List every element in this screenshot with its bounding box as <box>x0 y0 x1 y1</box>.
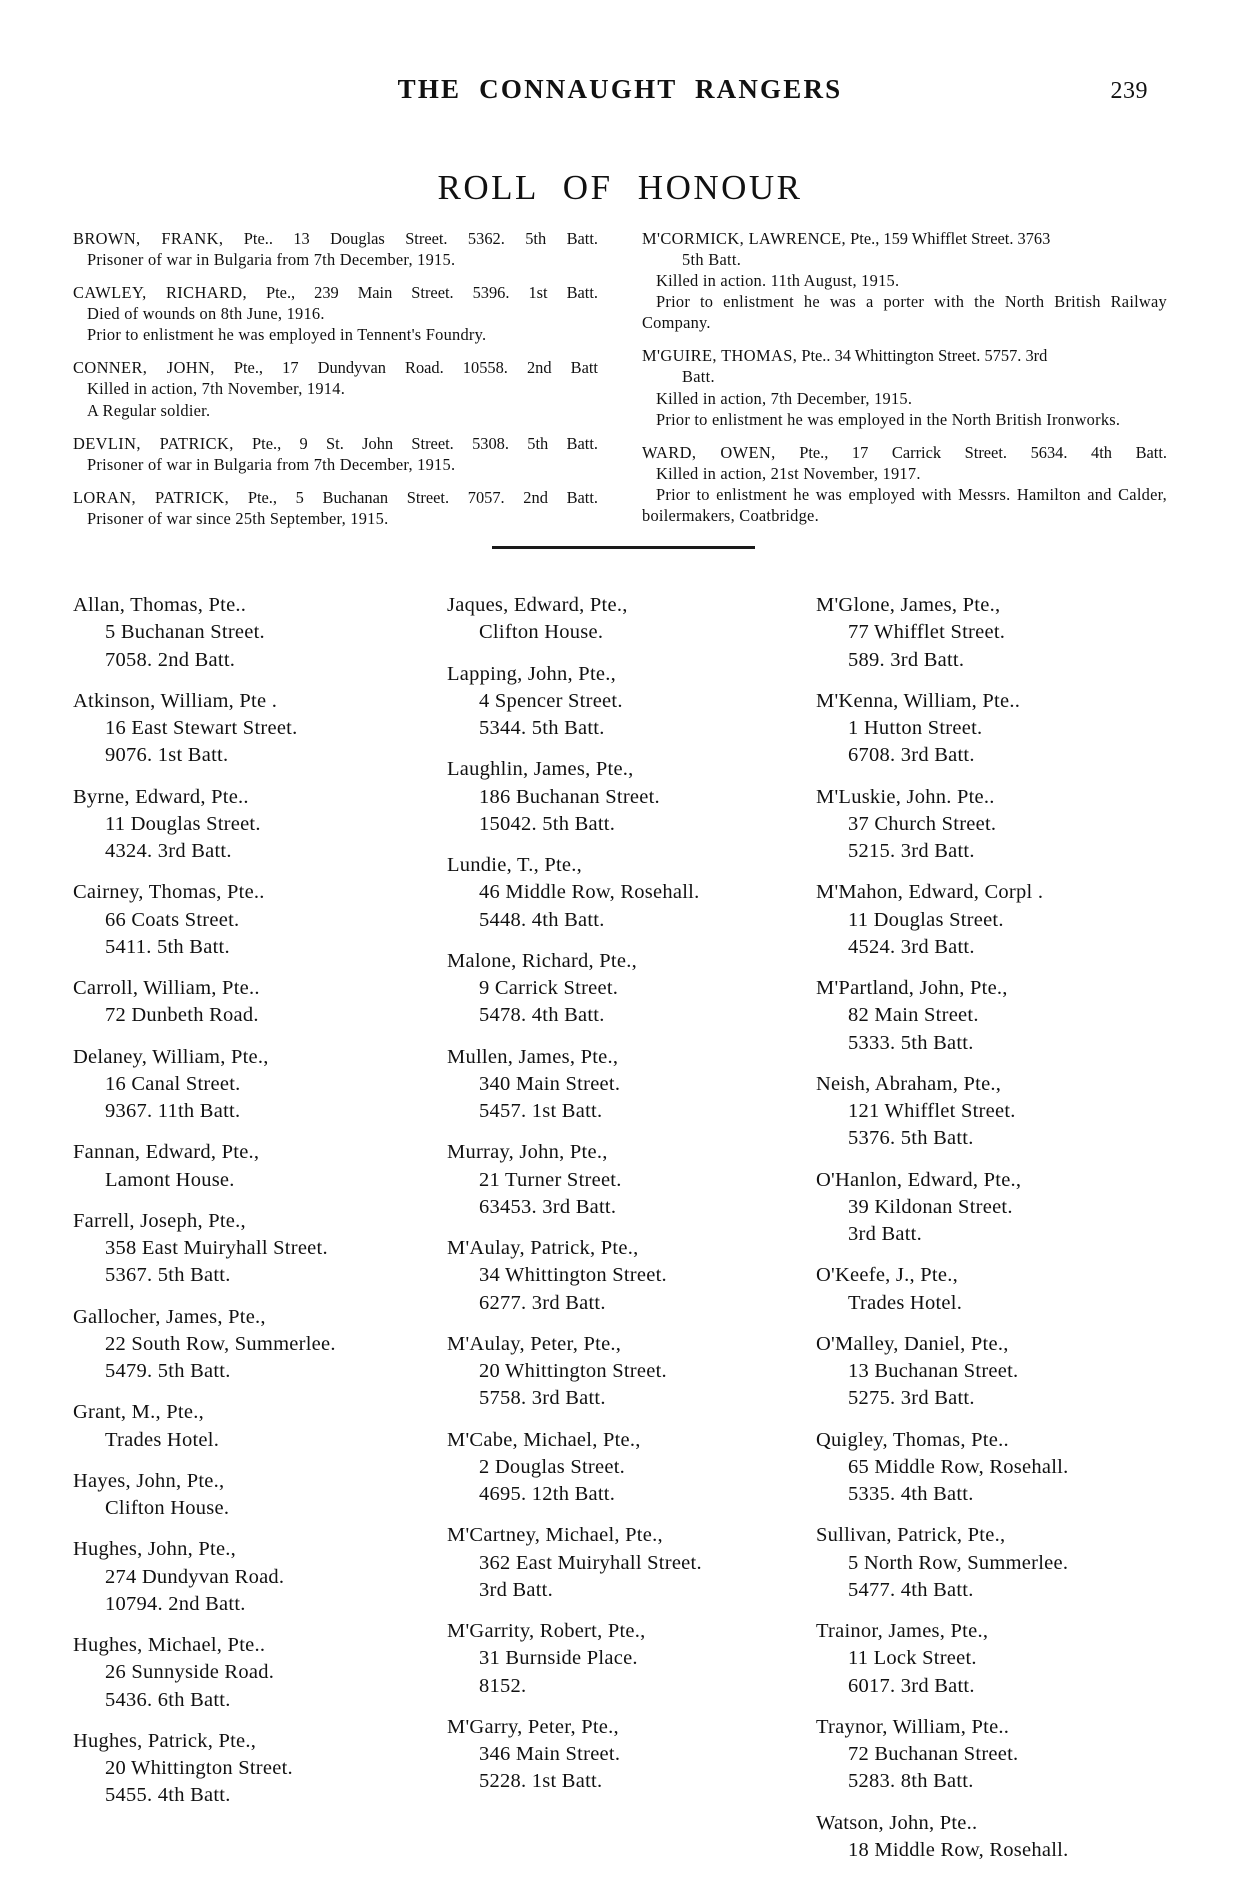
roll-entry-name: Jaques, Edward, Pte., <box>447 594 628 616</box>
roll-entry <box>447 661 807 743</box>
honour-entry-note: A Regular soldier. <box>87 400 211 420</box>
roll-entry-name: Atkinson, William, Pte . <box>73 689 278 712</box>
roll-entry-address: Clifton House. <box>479 621 604 644</box>
roll-entry-name: Hughes, John, Pte., <box>73 1538 237 1561</box>
honour-entry-heading <box>73 357 598 378</box>
roll-entry-address: 77 Whifflet Street. <box>848 621 1006 644</box>
roll-entry <box>816 592 1176 674</box>
roll-entry-name: Hayes, John, Pte., <box>73 1469 225 1492</box>
roll-entry-name: Watson, John, Pte.. <box>816 1811 978 1834</box>
roll-entry-name: Malone, Richard, Pte., <box>447 949 637 972</box>
honour-entry-note: Prior to enlistment he was a porter with the North British Railway Company. <box>642 292 1167 333</box>
roll-entry-name: Allan, Thomas, Pte.. <box>73 594 247 616</box>
roll-entry-service-detail: 9367. 11th Batt. <box>105 1100 241 1122</box>
roll-entry-service-detail: 3rd Batt. <box>848 1223 922 1245</box>
roll-entry-service-detail: 5376. 5th Batt. <box>848 1127 974 1150</box>
roll-entry-service-detail: 5275. 3rd Batt. <box>848 1387 975 1410</box>
roll-entry-service-detail: 5333. 5th Batt. <box>848 1031 974 1054</box>
roll-entry-service-detail: 6017. 3rd Batt. <box>848 1674 975 1697</box>
honour-entry-detail: Pte., 9 St. John Street. 5308. 5th Batt. <box>252 433 598 453</box>
honour-entry-heading <box>73 433 598 454</box>
roll-entry <box>816 1331 1176 1413</box>
roll-entry-service-detail: 5344. 5th Batt. <box>479 717 605 739</box>
roll-entry-name: M'Glone, James, Pte., <box>816 594 1001 616</box>
roll-entry-service-detail: 5455. 4th Batt. <box>105 1784 231 1807</box>
honour-entry-detail: Pte., 5 Buchanan Street. 7057. 2nd Batt. <box>247 487 598 507</box>
honour-entry-heading <box>73 487 598 508</box>
roll-entry-service-detail: 5478. 4th Batt. <box>479 1004 605 1027</box>
roll-entry <box>73 1632 433 1714</box>
roll-entry-name: O'Keefe, J., Pte., <box>816 1264 958 1287</box>
honour-entry-note: Killed in action, 7th December, 1915. <box>656 388 913 408</box>
roll-entry-service-detail: 5448. 4th Batt. <box>479 908 605 931</box>
honour-entry-name: M'CORMICK, LAWRENCE, <box>642 229 847 248</box>
roll-entry-address: 82 Main Street. <box>848 1004 979 1027</box>
honour-entry-detail: Pte., 17 Dundyvan Road. 10558. 2nd Batt <box>233 358 598 378</box>
roll-entry <box>816 879 1176 961</box>
honour-entry <box>642 228 1167 333</box>
roll-entry-name: O'Malley, Daniel, Pte., <box>816 1332 1009 1355</box>
roll-entry <box>816 975 1176 1057</box>
roll-entry-service-detail: 5411. 5th Batt. <box>105 935 230 958</box>
page-running-title: THE CONNAUGHT RANGERS <box>397 74 843 104</box>
roll-entry-address: 20 Whittington Street. <box>105 1757 293 1779</box>
roll-entry-service-detail: 8152. <box>479 1674 527 1697</box>
honour-entry-name: CONNER, JOHN, <box>73 358 215 378</box>
roll-entry-name: M'Kenna, William, Pte.. <box>816 689 1021 712</box>
roll-column-3 <box>816 592 1176 1878</box>
honour-entry-note: Prisoner of war in Bulgaria from 7th December, 1915. <box>87 250 456 270</box>
roll-entry-address: 31 Burnside Place. <box>479 1647 638 1670</box>
roll-entry <box>73 1468 433 1523</box>
roll-entry-service-detail: 5479. 5th Batt. <box>105 1360 231 1382</box>
roll-entry <box>816 1618 1176 1700</box>
roll-entry <box>816 1810 1176 1865</box>
honour-entry-name: M'GUIRE, THOMAS, <box>642 346 798 366</box>
roll-entry <box>447 592 807 647</box>
roll-entry-address: 2 Douglas Street. <box>479 1455 626 1478</box>
roll-entry-address: 9 Carrick Street. <box>479 977 619 999</box>
roll-entry-name: M'Garry, Peter, Pte., <box>447 1715 619 1738</box>
honour-entry-heading <box>642 345 1167 366</box>
honour-entry-name: WARD, OWEN, <box>642 442 776 462</box>
roll-entry-name: M'Cabe, Michael, Pte., <box>447 1428 641 1451</box>
roll-entry-address: 358 East Muiryhall Street. <box>105 1237 328 1259</box>
roll-entry <box>816 1427 1176 1509</box>
honour-entry <box>642 442 1167 526</box>
roll-entry <box>73 784 433 866</box>
roll-entry-name: M'Garrity, Robert, Pte., <box>447 1620 646 1642</box>
roll-entry <box>447 948 807 1030</box>
roll-entry-service-detail: 3rd Batt. <box>479 1578 553 1601</box>
roll-entry-service-detail: 5436. 6th Batt. <box>105 1688 231 1711</box>
roll-entry-name: Grant, M., Pte., <box>73 1401 204 1424</box>
roll-entry-address: 20 Whittington Street. <box>479 1360 667 1382</box>
roll-entry-service-detail: 589. 3rd Batt. <box>848 648 965 671</box>
section-divider-rule <box>492 546 755 549</box>
roll-entry-name: Lapping, John, Pte., <box>447 662 616 685</box>
roll-entry-name: Lundie, T., Pte., <box>447 854 583 876</box>
roll-entry-service-detail: 5215. 3rd Batt. <box>848 840 975 862</box>
roll-entry-address: 186 Buchanan Street. <box>479 785 660 808</box>
page-number: 239 <box>1110 78 1148 104</box>
roll-entry-address: 5 Buchanan Street. <box>105 621 265 644</box>
roll-column-2 <box>447 592 807 1810</box>
roll-entry-service-detail: 5477. 4th Batt. <box>848 1578 974 1601</box>
honour-entry <box>73 357 598 420</box>
roll-entry <box>73 1044 433 1126</box>
honour-entry-detail: Pte., 159 Whifflet Street. 3763 <box>850 229 1051 248</box>
roll-entry <box>816 1071 1176 1153</box>
roll-entry-service-detail: 4324. 3rd Batt. <box>105 840 232 862</box>
roll-entry <box>73 592 433 674</box>
roll-entry-address: 346 Main Street. <box>479 1743 621 1765</box>
roll-entry-name: Sullivan, Patrick, Pte., <box>816 1524 1006 1547</box>
roll-entry-address: Trades Hotel. <box>105 1428 220 1451</box>
honour-entry-detail: Pte.. 13 Douglas Street. 5362. 5th Batt. <box>243 229 598 248</box>
roll-entry-address: 26 Sunnyside Road. <box>105 1661 275 1684</box>
honour-entry-continuation: 5th Batt. <box>682 250 742 270</box>
honour-entry-name: DEVLIN, PATRICK, <box>73 433 234 453</box>
honour-entry <box>73 228 598 270</box>
roll-entry-service-detail: 5367. 5th Batt. <box>105 1264 231 1287</box>
roll-entry-address: 21 Turner Street. <box>479 1168 622 1191</box>
roll-entry-name: Cairney, Thomas, Pte.. <box>73 881 265 904</box>
honour-entry-name: LORAN, PATRICK, <box>73 487 230 507</box>
roll-entry-address: Lamont House. <box>105 1168 235 1191</box>
roll-entry-name: Murray, John, Pte., <box>447 1141 608 1164</box>
roll-entry-address: 72 Dunbeth Road. <box>105 1004 259 1027</box>
roll-entry <box>816 1522 1176 1604</box>
roll-entry-name: M'Partland, John, Pte., <box>816 977 1008 999</box>
roll-entry-service-detail: 5457. 1st Batt. <box>479 1100 603 1122</box>
roll-entry-service-detail: 4695. 12th Batt. <box>479 1483 616 1505</box>
roll-entry-address: 11 Lock Street. <box>848 1647 977 1670</box>
roll-entry-name: M'Aulay, Patrick, Pte., <box>447 1237 639 1259</box>
roll-entry-service-detail: 5283. 8th Batt. <box>848 1770 974 1793</box>
roll-entry <box>816 784 1176 866</box>
roll-entry <box>73 975 433 1030</box>
roll-of-honour-entries <box>73 228 1167 528</box>
honour-entry <box>642 345 1167 429</box>
roll-entry-address: Trades Hotel. <box>848 1291 963 1314</box>
honour-entry-note: Prior to enlistment he was employed with Messrs. Hamilton and Calder, boilermakers, Coatbridge. <box>642 484 1167 525</box>
roll-entry-name: O'Hanlon, Edward, Pte., <box>816 1168 1022 1191</box>
roll-entry <box>447 1235 807 1317</box>
roll-entry-name: M'Luskie, John. Pte.. <box>816 785 995 808</box>
running-head <box>0 74 1240 108</box>
honour-entry-note: Died of wounds on 8th June, 1916. <box>87 304 325 324</box>
roll-entry <box>447 756 807 838</box>
roll-entry-name: Quigley, Thomas, Pte.. <box>816 1428 1009 1451</box>
roll-entry-address: 13 Buchanan Street. <box>848 1360 1019 1382</box>
roll-entry <box>447 1522 807 1604</box>
roll-entry <box>73 688 433 770</box>
roll-entry-name: M'Cartney, Michael, Pte., <box>447 1524 663 1547</box>
honour-entry-note: Prisoner of war in Bulgaria from 7th December, 1915. <box>87 454 456 474</box>
roll-entry-name: Byrne, Edward, Pte.. <box>73 785 249 808</box>
roll-entry <box>447 1331 807 1413</box>
honour-entry-detail: Pte., 239 Main Street. 5396. 1st Batt. <box>266 283 598 303</box>
roll-entry-address: 34 Whittington Street. <box>479 1264 667 1287</box>
roll-entry-address: 66 Coats Street. <box>105 908 240 931</box>
honour-entry-detail: Pte., 17 Carrick Street. 5634. 4th Batt. <box>799 442 1167 462</box>
roll-entry-service-detail: 6277. 3rd Batt. <box>479 1291 606 1314</box>
honour-entry-continuation: Batt. <box>682 367 715 387</box>
roll-entry <box>816 1714 1176 1796</box>
roll-entry-service-detail: 15042. 5th Batt. <box>479 812 616 835</box>
roll-entry-address: 65 Middle Row, Rosehall. <box>848 1455 1069 1478</box>
roll-entry <box>816 688 1176 770</box>
roll-entry <box>447 1427 807 1509</box>
roll-entry <box>73 1399 433 1454</box>
roll-entry-address: 18 Middle Row, Rosehall. <box>848 1838 1069 1861</box>
roll-entry-name: M'Mahon, Edward, Corpl . <box>816 881 1044 904</box>
roll-entry-name: Carroll, William, Pte.. <box>73 977 260 999</box>
roll-entry <box>447 852 807 934</box>
honour-entry-note: Killed in action, 21st November, 1917. <box>656 463 921 483</box>
roll-entry <box>816 1167 1176 1249</box>
roll-entry <box>447 1044 807 1126</box>
roll-entry <box>73 1208 433 1290</box>
roll-entry-address: 121 Whifflet Street. <box>848 1100 1016 1122</box>
roll-entry-address: 4 Spencer Street. <box>479 689 623 712</box>
roll-entry-address: 274 Dundyvan Road. <box>105 1565 285 1588</box>
roll-entry-name: Fannan, Edward, Pte., <box>73 1141 260 1164</box>
section-title: ROLL OF HONOUR <box>437 168 803 207</box>
roll-entry-name: M'Aulay, Peter, Pte., <box>447 1332 622 1355</box>
roll-entry-address: 1 Hutton Street. <box>848 717 983 739</box>
roll-entry-service-detail: 4524. 3rd Batt. <box>848 935 975 958</box>
roll-entry-name: Farrell, Joseph, Pte., <box>73 1209 246 1232</box>
roll-entry <box>447 1618 807 1700</box>
roll-entry-address: 22 South Row, Summerlee. <box>105 1332 336 1355</box>
roll-entry-service-detail: 6708. 3rd Batt. <box>848 744 975 767</box>
roll-entry-address: 16 East Stewart Street. <box>105 717 298 739</box>
honour-entry-name: BROWN, FRANK, <box>73 229 224 248</box>
roll-entry-service-detail: 10794. 2nd Batt. <box>105 1592 246 1615</box>
roll-entry <box>73 1304 433 1386</box>
roll-entry-name: Laughlin, James, Pte., <box>447 758 634 781</box>
roll-entry <box>816 1262 1176 1317</box>
roll-entry-address: 72 Buchanan Street. <box>848 1743 1019 1765</box>
roll-entry-name: Trainor, James, Pte., <box>816 1620 989 1642</box>
roll-entry-service-detail: 7058. 2nd Batt. <box>105 648 236 671</box>
roll-entry-name: Delaney, William, Pte., <box>73 1045 269 1068</box>
served-roll-list <box>0 592 1240 1861</box>
roll-entry-service-detail: 5335. 4th Batt. <box>848 1483 974 1505</box>
honour-entry <box>73 487 598 529</box>
roll-entry <box>73 1728 433 1810</box>
roll-entry-service-detail: 5228. 1st Batt. <box>479 1770 603 1793</box>
roll-entry-address: 5 North Row, Summerlee. <box>848 1551 1069 1574</box>
honour-entry-note: Killed in action. 11th August, 1915. <box>656 271 900 291</box>
roll-entry-name: Hughes, Patrick, Pte., <box>73 1729 257 1752</box>
roll-entry <box>73 1139 433 1194</box>
roll-column-1 <box>73 592 433 1824</box>
roll-entry-address: Clifton House. <box>105 1497 230 1519</box>
roll-entry-name: Hughes, Michael, Pte.. <box>73 1634 266 1656</box>
roll-entry <box>73 879 433 961</box>
honour-entry <box>73 282 598 345</box>
honour-entry-heading <box>642 228 1167 249</box>
roll-entry-address: 11 Douglas Street. <box>105 812 261 835</box>
roll-entry <box>447 1714 807 1796</box>
honour-entry-note: Prior to enlistment he was employed in Tennent's Foundry. <box>87 325 487 345</box>
honour-entry-note: Prisoner of war since 25th September, 1915. <box>87 508 389 528</box>
honour-entry-note: Prior to enlistment he was employed in the North British Ironworks. <box>656 409 1121 429</box>
roll-entry-name: Neish, Abraham, Pte., <box>816 1072 1002 1095</box>
roll-entry-name: Gallocher, James, Pte., <box>73 1305 266 1328</box>
roll-entry-address: 16 Canal Street. <box>105 1072 241 1095</box>
roll-entry-service-detail: 9076. 1st Batt. <box>105 744 229 767</box>
roll-entry-service-detail: 63453. 3rd Batt. <box>479 1195 617 1218</box>
roll-entry <box>447 1139 807 1221</box>
roll-entry-address: 362 East Muiryhall Street. <box>479 1551 702 1574</box>
honour-entry-heading <box>642 442 1167 463</box>
roll-entry-name: Traynor, William, Pte.. <box>816 1715 1010 1738</box>
roll-entry-address: 37 Church Street. <box>848 812 997 835</box>
roll-entry-address: 46 Middle Row, Rosehall. <box>479 881 700 904</box>
honour-entry-heading <box>73 282 598 303</box>
honour-entry-heading <box>73 228 598 249</box>
roll-entry-address: 340 Main Street. <box>479 1072 621 1095</box>
honour-entry-name: CAWLEY, RICHARD, <box>73 283 248 303</box>
honour-column-right <box>642 228 1167 538</box>
honour-entry-note: Killed in action, 7th November, 1914. <box>87 379 346 399</box>
roll-entry <box>73 1536 433 1618</box>
roll-entry-name: Mullen, James, Pte., <box>447 1045 619 1068</box>
roll-entry-address: 11 Douglas Street. <box>848 908 1004 931</box>
honour-entry-detail: Pte.. 34 Whittington Street. 5757. 3rd <box>801 346 1048 366</box>
roll-entry-address: 39 Kildonan Street. <box>848 1195 1013 1218</box>
honour-entry <box>73 433 598 475</box>
honour-column-left <box>73 228 598 541</box>
roll-entry-service-detail: 5758. 3rd Batt. <box>479 1387 606 1410</box>
